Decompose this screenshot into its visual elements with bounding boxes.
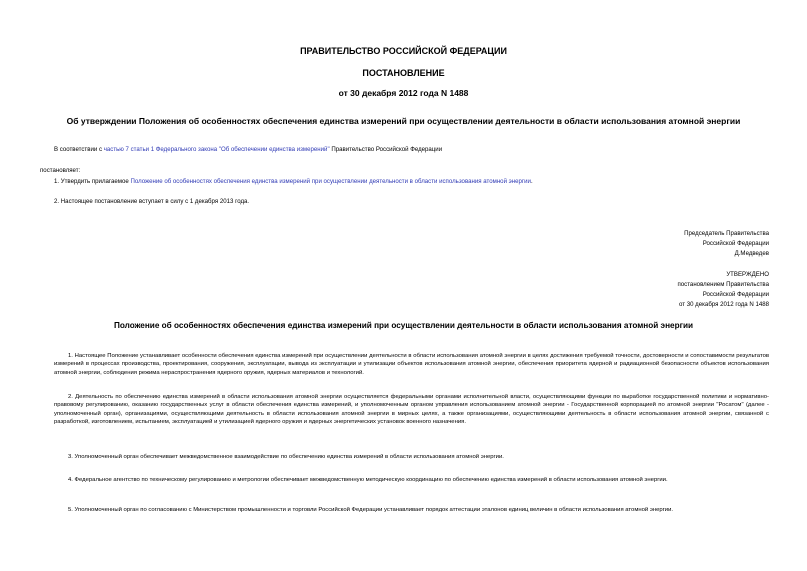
decree-item-1-suffix: . <box>530 178 533 185</box>
signature-line-2: Российской Федерации <box>702 240 769 247</box>
decree-item-1 <box>54 178 533 186</box>
regulation-paragraph-2 <box>54 393 769 426</box>
document-date-number: от 30 декабря 2012 года N 1488 <box>338 88 469 98</box>
decree-item-1-prefix: 1. Утвердить прилагаемое <box>54 178 131 185</box>
regulation-title: Положение об особенностях обеспечения единства измерений при осуществлении деятельности в области использования атомной энергии <box>113 321 694 330</box>
regulation-paragraph-2-text: 2. Деятельность по обеспечению единства измерений в области использования атомной энергии осуществляется федеральными органами исполнительной власти, осуществляющими функции по выработке государственной политики и нормативно-правовому регулированию, оказанию государственных услуг в области обеспечения единства измерений, и уполномоченным органом управления использованием атомной энергии - Государственной корпорацией по атомной энергии "Росатом" (далее - уполномоченный орган), организациями, осуществляющими деятельность в области использования атомной энергии в мирных целях, а также организациями, осуществляющими деятельность в области использования атомной энергии, связанной с разработкой, изготовлением, испытанием, эксплуатацией и утилизацией ядерного оружия и ядерных энергетических установок военного назначения. <box>54 394 769 425</box>
approved-line-2: постановлением Правительства <box>677 281 769 288</box>
approved-heading: УТВЕРЖДЕНО <box>726 271 769 278</box>
preamble-suffix: Правительство Российской Федерации <box>329 146 443 153</box>
regulation-paragraph-5 <box>54 506 769 514</box>
regulation-paragraph-4 <box>54 476 769 484</box>
federal-law-link[interactable]: частью 7 статьи 1 Федерального закона "Об обеспечении единства измерений" <box>103 146 330 153</box>
regulation-paragraph-1 <box>54 352 769 377</box>
regulation-paragraph-1-text: 1. Настоящее Положение устанавливает особенности обеспечения единства измерений при осуществлении деятельности в области использования атомной энергии в целях достижения требуемой точности, достоверности и сопоставимости результатов измерений в процессах производства, проектирования, сооружения, эксплуатации, вывода из эксплуатации и утилизации объектов использования атомной энергии, обеспечения приоритета ядерной и радиационной безопасности объектов использования атомной энергии, соблюдения режима нераспространения ядерного оружия, ядерных материалов и технологий. <box>54 353 769 376</box>
approved-line-3: Российской Федерации <box>702 291 769 298</box>
preamble <box>54 146 442 154</box>
regulation-paragraph-5-text: 5. Уполномоченный орган по согласованию с Министерством промышленности и торговли Российской Федерации устанавливает порядок аттестации эталонов единиц величин в области использования атомной энергии. <box>68 507 674 513</box>
regulation-paragraph-3-text: 3. Уполномоченный орган обеспечивает межведомственное взаимодействие по обеспечению единства измерений в области использования атомной энергии. <box>68 454 504 460</box>
decree-word: постановляет: <box>40 167 81 174</box>
regulation-paragraph-4-text: 4. Федеральное агентство по техническому регулированию и метрологии обеспечивает межведомственную методическую координацию по обеспечению единства измерений в области использования атомной энергии. <box>68 477 668 483</box>
approved-date-number: от 30 декабря 2012 года N 1488 <box>678 301 769 308</box>
signature-line-1: Председатель Правительства <box>684 230 769 237</box>
document-type-heading: ПОСТАНОВЛЕНИЕ <box>362 68 445 78</box>
regulation-paragraph-3 <box>54 453 769 461</box>
document-title: Об утверждении Положения об особенностях обеспечения единства измерений при осуществлении деятельности в области использования атомной энергии <box>66 116 741 126</box>
preamble-prefix: В соответствии с <box>54 146 104 153</box>
signature-name: Д.Медведев <box>734 250 769 257</box>
regulation-link[interactable]: Положение об особенностях обеспечения единства измерений при осуществлении деятельности в области использования атомной энергии <box>130 178 531 185</box>
decree-item-2: 2. Настоящее постановление вступает в силу с 1 декабря 2013 года. <box>54 198 250 205</box>
government-heading: ПРАВИТЕЛЬСТВО РОССИЙСКОЙ ФЕДЕРАЦИИ <box>300 46 507 56</box>
